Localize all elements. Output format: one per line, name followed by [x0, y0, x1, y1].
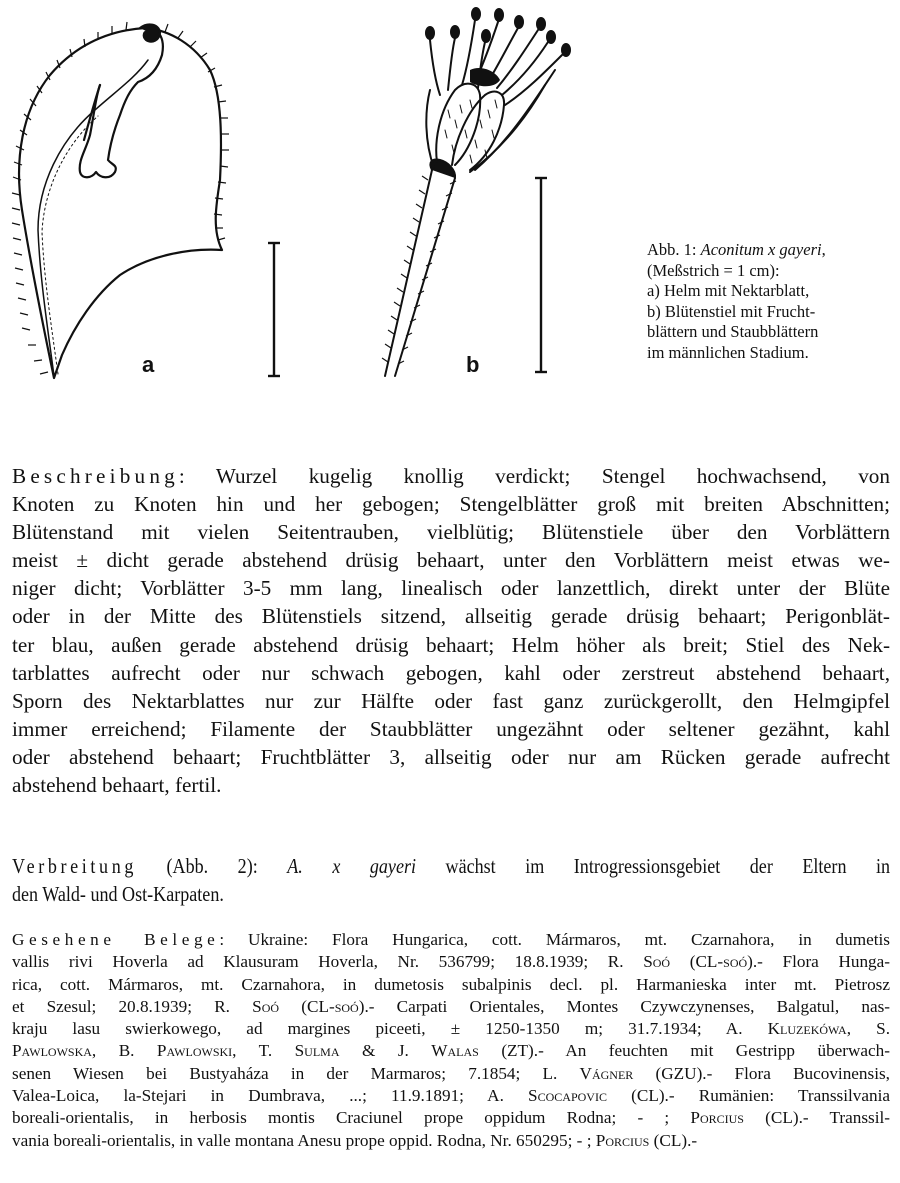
text-line: oder in der Mitte des Blütenstiels sitzend, allseitig gerade drüsig behaart; Perigonblät- — [12, 604, 890, 629]
specimen-line — [12, 974, 890, 996]
specimen-line — [12, 996, 890, 1018]
scale-bar-b — [535, 178, 547, 372]
section-heading-belege: Gesehene Belege — [12, 930, 220, 949]
collector-name: Pawlowska — [12, 1041, 92, 1061]
text-run: , S. — [846, 1019, 890, 1039]
collector-name: Kluzekówa — [767, 1019, 847, 1039]
text-run: et Szesul; 20.8.1939; R. — [12, 996, 253, 1016]
caption-line-2: (Meßstrich = 1 cm): — [647, 260, 780, 280]
specimen-line — [12, 1018, 890, 1040]
collector-name: Soó — [643, 952, 671, 972]
text-line: niger dicht; Vorblätter 3-5 mm lang, linealisch oder lanzettlich, direkt unter der Blüte — [12, 576, 890, 601]
text-line: meist ± dicht gerade abstehend drüsig behaart, unter den Vorblättern meist etwas we- — [12, 548, 890, 573]
belege-section — [12, 929, 890, 1152]
text-run: (CL- — [279, 996, 335, 1016]
text-run: senen Wiesen bei Bustyaháza in der Marmaros; 7.1854; L. — [12, 1063, 580, 1083]
text-run: kraju lasu swierkowego, ad margines piceeti, ± 1250-1350 m; 31.7.1934; A. — [12, 1019, 768, 1039]
text-run: & J. — [339, 1041, 432, 1061]
specimen-line — [12, 1063, 890, 1085]
text-run: rica, cott. Mármaros, mt. Czarnahora, in dumetosis subalpinis decl. pl. Harmanieska inter mt. Pietrosz — [12, 974, 890, 994]
collector-name: soó — [723, 952, 748, 972]
text-run: ).- Flora Hunga- — [747, 952, 890, 972]
text-run: (CL).- Rumänien: Transsilvania — [606, 1086, 891, 1106]
text-run: Valea-Loica, la-Stejari in Dumbrava, ...; 11.9.1891; A. — [12, 1086, 529, 1106]
collector-name: Soó — [252, 996, 280, 1016]
panel-b-label: b — [466, 352, 480, 377]
caption-line-3: a) Helm mit Nektarblatt, — [647, 281, 810, 300]
text-line: immer erreichend; Filamente der Staubblätter ungezähnt oder seltener gezähnt, kahl — [12, 716, 890, 741]
specimen-line — [12, 929, 890, 951]
specimen-line — [12, 1107, 890, 1129]
collector-name: Walas — [431, 1041, 479, 1061]
text-run: (CL- — [670, 952, 724, 972]
scale-bar-a — [268, 243, 280, 376]
text-line: Verbreitung (Abb. 2): A. x gayeri wächst im Introgressionsgebiet der Eltern in — [12, 854, 891, 878]
text-run: boreali-orientalis, in herbosis montis Craciunel prope oppidum Rodna; - ; — [12, 1108, 691, 1128]
text-run: (CL).- Transsil- — [743, 1108, 890, 1128]
text-line: tarblattes aufrecht oder nur schwach gebogen, kahl oder zerstreut abstehend behaart, — [12, 660, 890, 685]
section-heading-verbreitung: Verbreitung — [12, 854, 137, 878]
species-name: A. x gayeri — [287, 854, 417, 878]
text-run: vania boreali-orientalis, in valle montana Anesu prope oppid. Rodna, Nr. 650295; - ; — [12, 1130, 596, 1150]
caption-line-5: blättern und Staubblättern — [647, 322, 819, 341]
caption-line-1: Abb. 1: Aconitum x gayeri, — [647, 240, 826, 259]
collector-name: Sulma — [294, 1041, 340, 1061]
collector-name: soó — [334, 996, 359, 1016]
collector-name: Porcius — [690, 1108, 744, 1128]
text-line: ter blau, außen gerade abstehend drüsig behaart; Helm höher als breit; Stiel des Nek- — [12, 632, 890, 657]
text-run: (CL).- — [649, 1130, 698, 1150]
specimen-line — [12, 1040, 890, 1062]
collector-name: Porcius — [595, 1130, 650, 1150]
caption-line-6: im männlichen Stadium. — [647, 342, 809, 362]
anthers — [425, 7, 571, 86]
text-line: Beschreibung: Wurzel kugelig knollig verdickt; Stengel hochwachsend, von — [12, 464, 890, 488]
helmet-hairs — [12, 22, 229, 374]
text-line: Knoten zu Knoten hin und her gebogen; Stengelblätter groß mit breiten Abschnitten; — [12, 492, 890, 517]
specimen-line — [12, 1130, 890, 1152]
text-run: (ZT).- An feuchten mit Gestripp überwach- — [478, 1041, 890, 1061]
caption-line-4: b) Blütenstiel mit Frucht- — [647, 301, 816, 321]
specimen-line — [12, 1085, 890, 1107]
caption-species: Aconitum x gayeri — [700, 240, 822, 259]
text-run: vallis rivi Hoverla ad Klausuram Hoverla, Nr. 536799; 18.8.1939; R. — [12, 952, 644, 972]
collector-name: Vágner — [579, 1063, 634, 1083]
text-line: oder abstehend behaart; Fruchtblätter 3, allseitig oder nur am Rücken gerade aufrecht — [12, 744, 890, 769]
text-line: abstehend behaart, fertil. — [12, 773, 222, 798]
text-run: : Ukraine: Flora Hungarica, cott. Mármaros, mt. Czarnahora, in dumetis — [219, 930, 890, 949]
beschreibung-section — [12, 462, 890, 799]
panel-a-label: a — [142, 352, 155, 377]
figure-1 — [0, 0, 900, 400]
text-line: Blütenstand mit vielen Seitentrauben, vielblütig; Blütenstiele über den Vorblättern — [12, 520, 890, 545]
stalk-hairs — [382, 176, 456, 364]
text-run: ).- Carpati Orientales, Montes Czywczynenses, Balgatul, nas- — [358, 996, 891, 1016]
text-line: den Wald- und Ost-Karpaten. — [12, 882, 224, 906]
text-run: , B. — [91, 1041, 157, 1061]
text-run: , T. — [232, 1041, 295, 1061]
specimen-line — [12, 951, 890, 973]
figure-caption — [647, 240, 897, 363]
text-line: Sporn des Nektarblattes nur zur Hälfte oder fast ganz zurückgerollt, den Helmgipfel — [12, 688, 890, 713]
text-run: (GZU).- Flora Bucovinensis, — [633, 1063, 890, 1083]
collector-name: Pawlowski — [156, 1041, 233, 1061]
section-heading-beschreibung: Beschreibung — [12, 464, 179, 488]
collector-name: Scocapovic — [528, 1086, 607, 1106]
verbreitung-section — [12, 852, 890, 908]
helmet-drawing-icon — [19, 25, 222, 378]
